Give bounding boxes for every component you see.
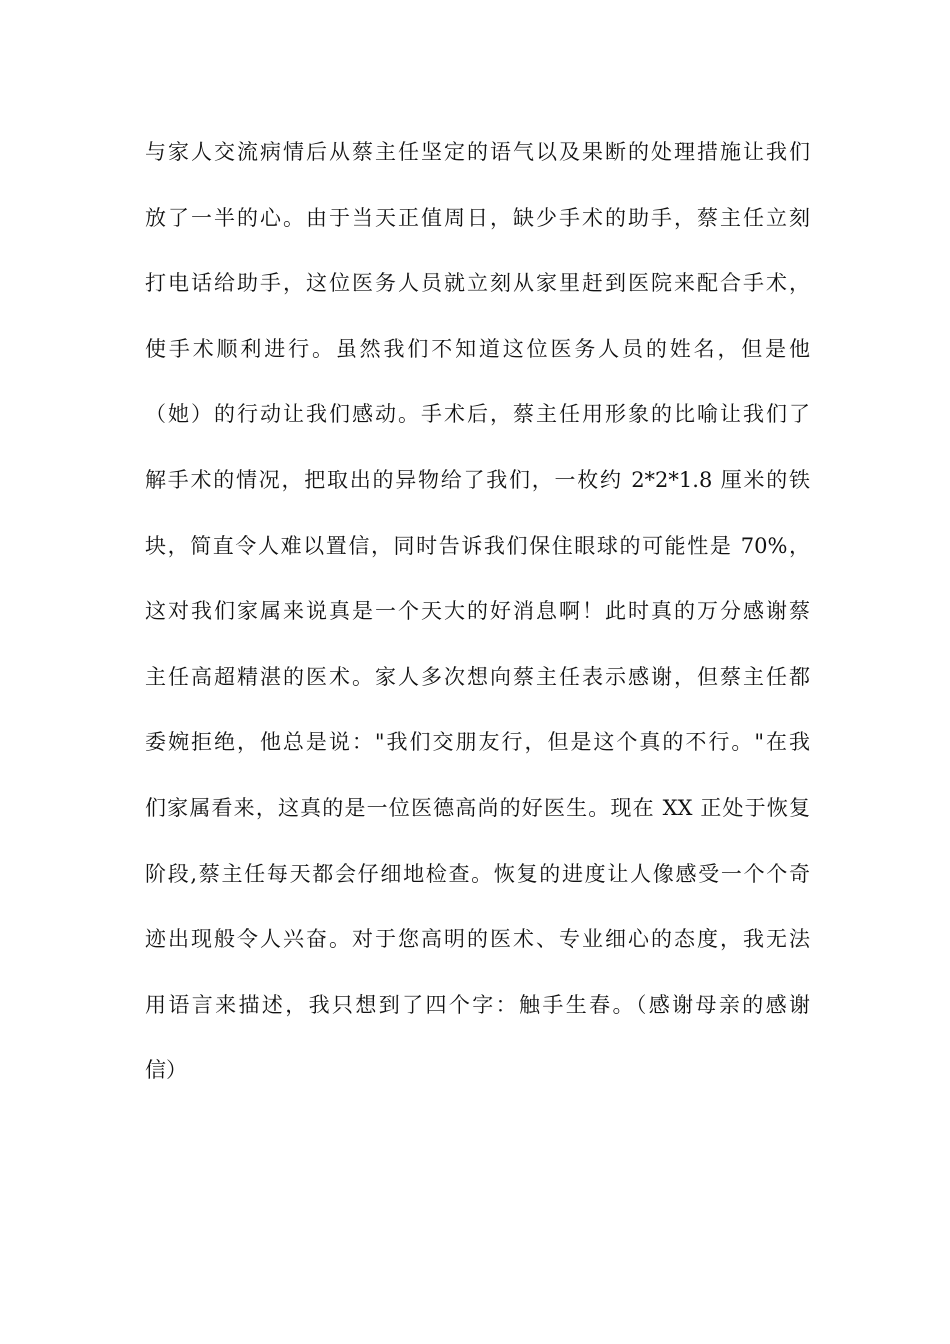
- text-line: 迹出现般令人兴奋。对于您高明的医术、专业细心的态度，我无法: [145, 927, 810, 952]
- text-line: 打电话给助手，这位医务人员就立刻从家里赶到医院来配合手术，: [145, 271, 810, 296]
- text-line: 与家人交流病情后从蔡主任坚定的语气以及果断的处理措施让我们: [145, 140, 810, 164]
- text-line: 阶段,蔡主任每天都会仔细地检查。恢复的进度让人像感受一个个奇: [145, 861, 810, 886]
- text-line: 用语言来描述，我只想到了四个字：触手生春。（感谢母亲的感谢: [145, 992, 810, 1017]
- text-line: 主任高超精湛的医术。家人多次想向蔡主任表示感谢，但蔡主任都: [145, 664, 810, 689]
- text-line: 们家属看来，这真的是一位医德高尚的好医生。现在 XX 正处于恢复: [145, 795, 810, 820]
- text-line: 这对我们家属来说真是一个天大的好消息啊！此时真的万分感谢蔡: [145, 599, 810, 624]
- text-line: 块，简直令人难以置信，同时告诉我们保住眼球的可能性是 70%，: [145, 533, 810, 558]
- text-line: 信）: [145, 1058, 187, 1083]
- letter-body: [145, 132, 810, 1116]
- text-line: 放了一半的心。由于当天正值周日，缺少手术的助手，蔡主任立刻: [145, 205, 810, 230]
- text-line: 使手术顺利进行。虽然我们不知道这位医务人员的姓名，但是他: [145, 336, 810, 361]
- text-line: （她）的行动让我们感动。手术后，蔡主任用形象的比喻让我们了: [145, 402, 810, 427]
- text-line: 委婉拒绝，他总是说："我们交朋友行，但是这个真的不行。"在我: [145, 730, 810, 755]
- text-line: 解手术的情况，把取出的异物给了我们，一枚约 2*2*1.8 厘米的铁: [145, 467, 810, 492]
